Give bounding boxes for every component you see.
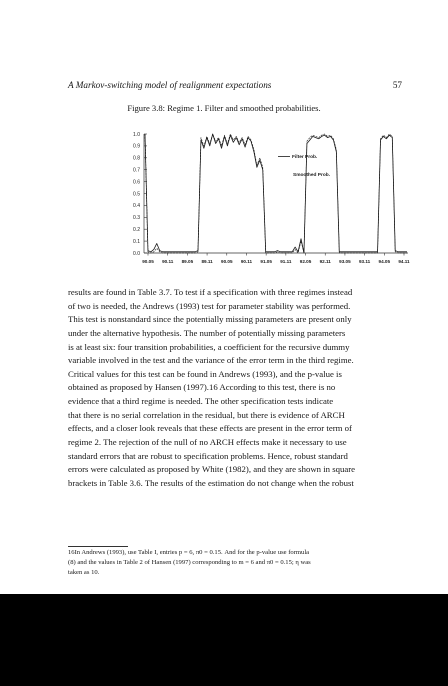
x-tick-label: 93.05 (339, 259, 351, 264)
figure-caption: Figure 3.8: Regime 1. Filter and smoothed probabilities. (127, 103, 321, 113)
y-tick-label: 0.1 (133, 238, 140, 245)
body-text-line: obtained as proposed by Hansen (1997).16 According to this test, there is no (68, 382, 336, 393)
body-text-line: brackets in Table 3.6. The results of the estimation do not change when the robust (68, 477, 354, 488)
body-text-line: regime 2. The rejection of the null of no ARCH effects make it necessary to use (68, 437, 347, 448)
y-tick-label: 0.7 (133, 167, 140, 174)
x-tick-label: 92.05 (299, 259, 312, 264)
x-tick-label: 94.05 (378, 259, 391, 264)
body-text-line: results are found in Table 3.7. To test if a specification with three regimes instead (68, 287, 353, 297)
body-text-line: standard errors that are robust to specification problems. Hence, robust standard (68, 450, 348, 461)
x-tick-label: 91.05 (260, 259, 272, 264)
page-number: 57 (392, 80, 402, 90)
y-tick-label: 0.2 (133, 227, 140, 233)
y-tick-label: 0.9 (133, 143, 140, 150)
x-tick-label: 89.05 (181, 259, 194, 264)
footnote-line: (8) and the values in Table 2 of Hansen (1997) corresponding to m = 6 and π0 = 0.15; η was (68, 559, 311, 566)
body-text-line: under the alternative hypothesis. The number of potentially missing parameters (68, 327, 346, 338)
body-text-line: variable involved in the test and the variance of the error term in the third regime. (68, 355, 354, 366)
x-tick-label: 93.11 (358, 259, 371, 264)
y-tick-label: 0.8 (133, 155, 140, 162)
x-tick-label: 91.11 (280, 259, 292, 264)
body-text-line: Critical values for this test can be found in Andrews (1993), and the p-value is (68, 368, 342, 379)
scan-border (0, 594, 448, 686)
series-line-filter (145, 134, 407, 253)
body-text-line: This test is nonstandard since the potentially missing parameters are present only (68, 314, 352, 325)
footnote-line: 16In Andrews (1993), use Table I, entries p = 6, π0 = 0.15. And for the p-value use formula (68, 549, 310, 556)
legend-label: Filter Prob. (292, 155, 318, 160)
x-tick-label: 92.11 (319, 259, 331, 264)
y-tick-label: 0.6 (133, 179, 140, 186)
x-tick-label: 89.11 (201, 259, 213, 264)
footnote-rule (68, 546, 128, 547)
x-tick-label: 90.11 (240, 259, 253, 264)
y-tick-label: 1.0 (133, 131, 140, 138)
x-tick-label: 90.05 (221, 259, 233, 264)
body-text-line: is at least six: four transition probabilities, a coefficient for the recursive dummy (68, 341, 350, 352)
footnote (68, 548, 402, 578)
running-head (68, 80, 402, 92)
footnote-line: taken as 10. (68, 569, 100, 576)
body-text-line: effects, and a closer look reveals that these effects are present in the error term of (68, 423, 352, 434)
body-text-line: evidence that a third regime is needed. The other specification tests indicate (68, 396, 334, 407)
series-line-smoothed (145, 134, 407, 253)
body-text-line: errors were calculated as proposed by White (1982), and they are shown in square (68, 464, 356, 475)
y-tick-label: 0.0 (133, 250, 140, 257)
running-title: A Markov-switching model of realignment expectations (68, 80, 272, 90)
body-text-line: that there is no serial correlation in the residual, but there is evidence of ARCH (68, 409, 345, 420)
legend-label: Smoothed Prob. (293, 173, 331, 178)
y-tick-label: 0.3 (133, 215, 140, 222)
body-text (68, 286, 402, 491)
y-tick-label: 0.4 (133, 203, 140, 210)
probability-chart (118, 128, 418, 273)
x-tick-label: 90.11 (162, 259, 174, 264)
x-tick-label: 94.11 (398, 259, 410, 264)
x-tick-label: 90.05 (142, 259, 154, 264)
y-tick-label: 0.5 (133, 191, 140, 198)
body-text-line: of two is needed, the Andrews (1993) test for parameter stability was performed. (68, 300, 351, 311)
